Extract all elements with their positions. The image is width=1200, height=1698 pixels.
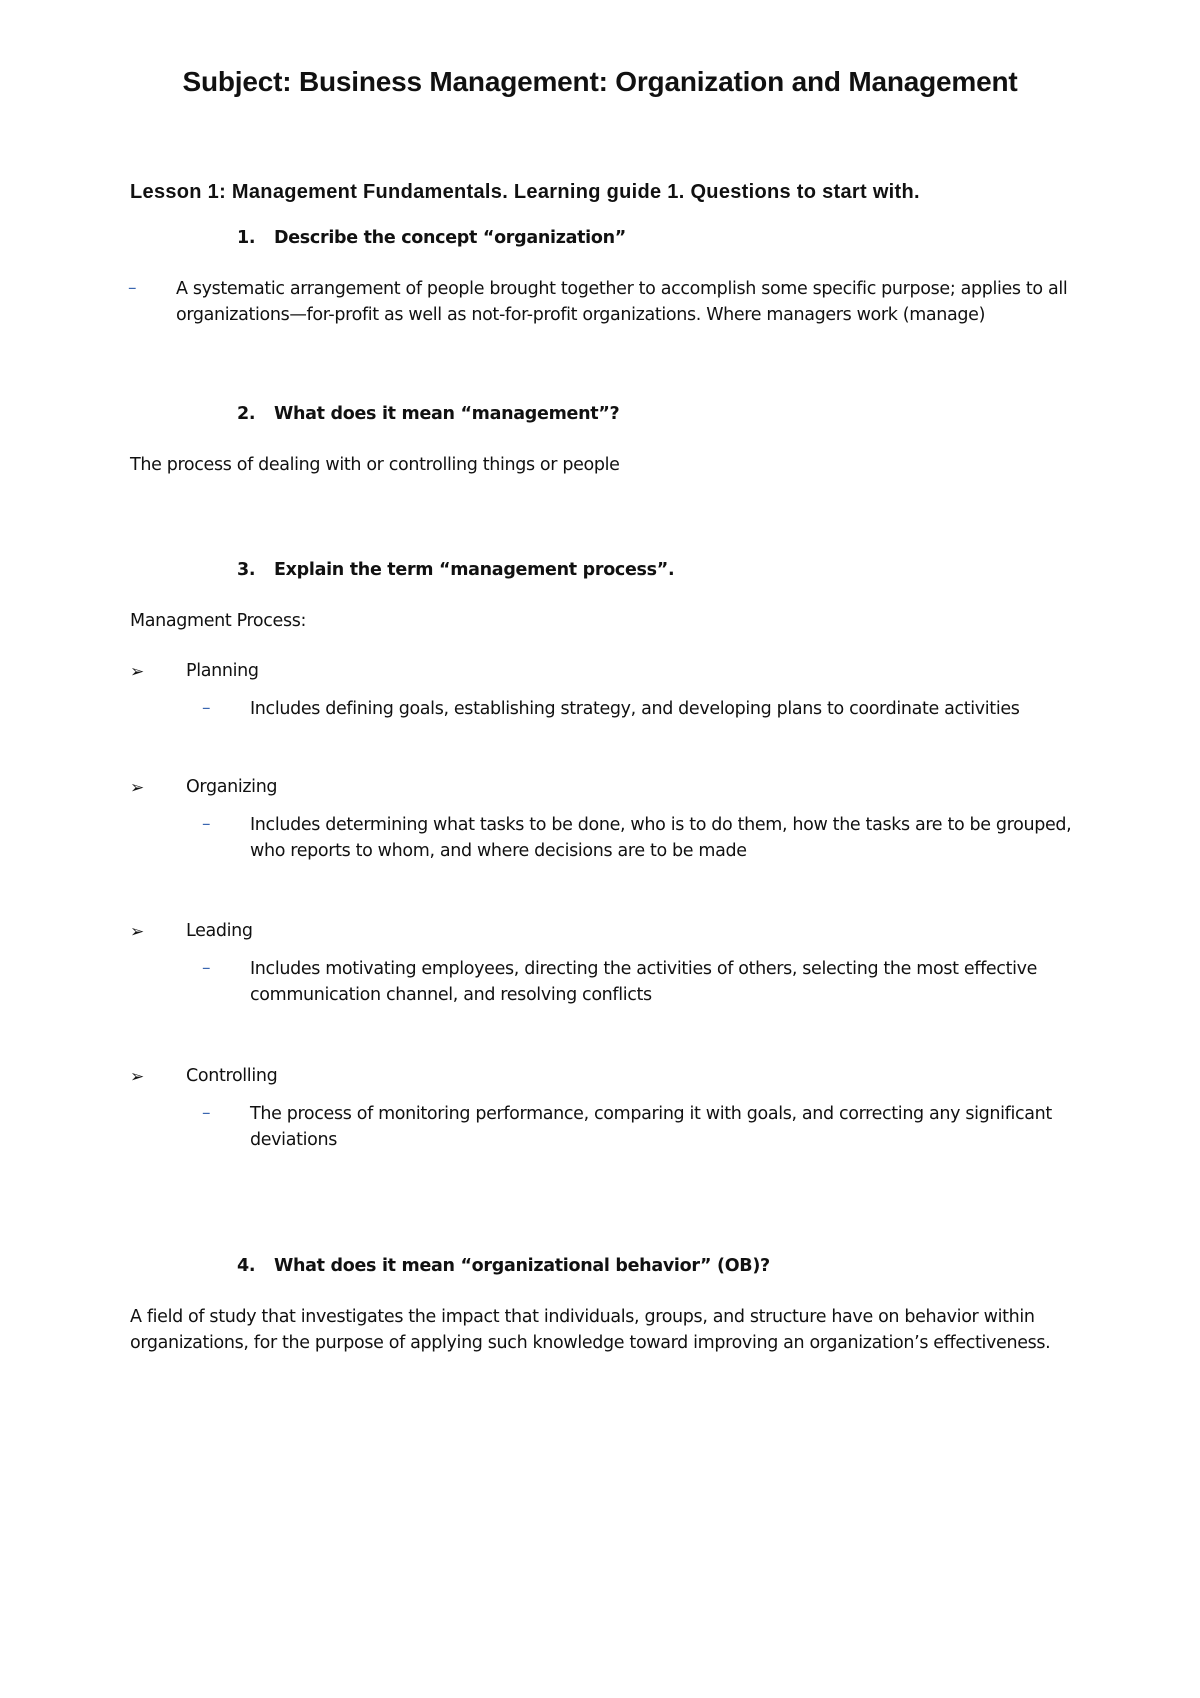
description-line: The process of monitoring performance, comparing it with goals, and correcting any significant	[250, 1104, 1052, 1124]
dash-bullet-icon: –	[202, 698, 211, 718]
dash-bullet-icon: –	[202, 958, 211, 978]
question-number: 3.	[237, 560, 256, 580]
description-line: who reports to whom, and where decisions are to be made	[250, 841, 747, 861]
arrow-bullet-icon: ➢	[130, 778, 145, 798]
document-title: Subject: Business Management: Organization and Management	[182, 66, 1018, 97]
answer-4	[130, 1304, 1050, 1356]
lesson-heading: Lesson 1: Management Fundamentals. Learning guide 1. Questions to start with.	[130, 181, 920, 203]
question-4	[237, 1256, 770, 1276]
answer-1	[176, 276, 1067, 328]
arrow-bullet-icon: ➢	[130, 1067, 145, 1087]
description-line: communication channel, and resolving conflicts	[250, 985, 652, 1005]
answer-line: organizations—for-profit as well as not-for-profit organizations. Where managers work (manage)	[176, 305, 986, 325]
process-item-planning: Planning	[186, 661, 259, 681]
question-text: What does it mean “organizational behavior” (OB)?	[274, 1256, 770, 1276]
question-3	[237, 560, 674, 580]
process-item-controlling: Controlling	[186, 1066, 278, 1086]
description-line: Includes motivating employees, directing the activities of others, selecting the most effective	[250, 959, 1038, 979]
question-text: Describe the concept “organization”	[274, 228, 626, 248]
process-intro: Managment Process:	[130, 611, 307, 631]
arrow-bullet-icon: ➢	[130, 662, 145, 682]
question-number: 2.	[237, 404, 256, 424]
question-1	[237, 228, 626, 248]
process-description-leading	[250, 956, 1037, 1008]
process-item-leading: Leading	[186, 921, 253, 941]
process-item-organizing: Organizing	[186, 777, 278, 797]
dash-bullet-icon: –	[128, 278, 137, 298]
description-line: Includes defining goals, establishing strategy, and developing plans to coordinate activities	[250, 699, 1020, 719]
question-text: Explain the term “management process”.	[274, 560, 675, 580]
description-line: Includes determining what tasks to be done, who is to do them, how the tasks are to be grouped,	[250, 815, 1072, 835]
process-description-controlling	[250, 1101, 1052, 1153]
question-text: What does it mean “management”?	[274, 404, 620, 424]
process-description-organizing	[250, 812, 1071, 864]
dash-bullet-icon: –	[202, 814, 211, 834]
description-line: deviations	[250, 1130, 337, 1150]
question-number: 1.	[237, 228, 256, 248]
question-2	[237, 404, 619, 424]
process-description-planning	[250, 696, 1020, 722]
answer-line: A systematic arrangement of people brought together to accomplish some specific purpose; applies to all	[176, 279, 1068, 299]
question-number: 4.	[237, 1256, 256, 1276]
arrow-bullet-icon: ➢	[130, 922, 145, 942]
answer-2: The process of dealing with or controlling things or people	[130, 455, 620, 475]
dash-bullet-icon: –	[202, 1103, 211, 1123]
answer-line: A field of study that investigates the impact that individuals, groups, and structure have on behavior within	[130, 1307, 1035, 1327]
answer-line: organizations, for the purpose of applying such knowledge toward improving an organization’s effectiveness.	[130, 1333, 1051, 1353]
